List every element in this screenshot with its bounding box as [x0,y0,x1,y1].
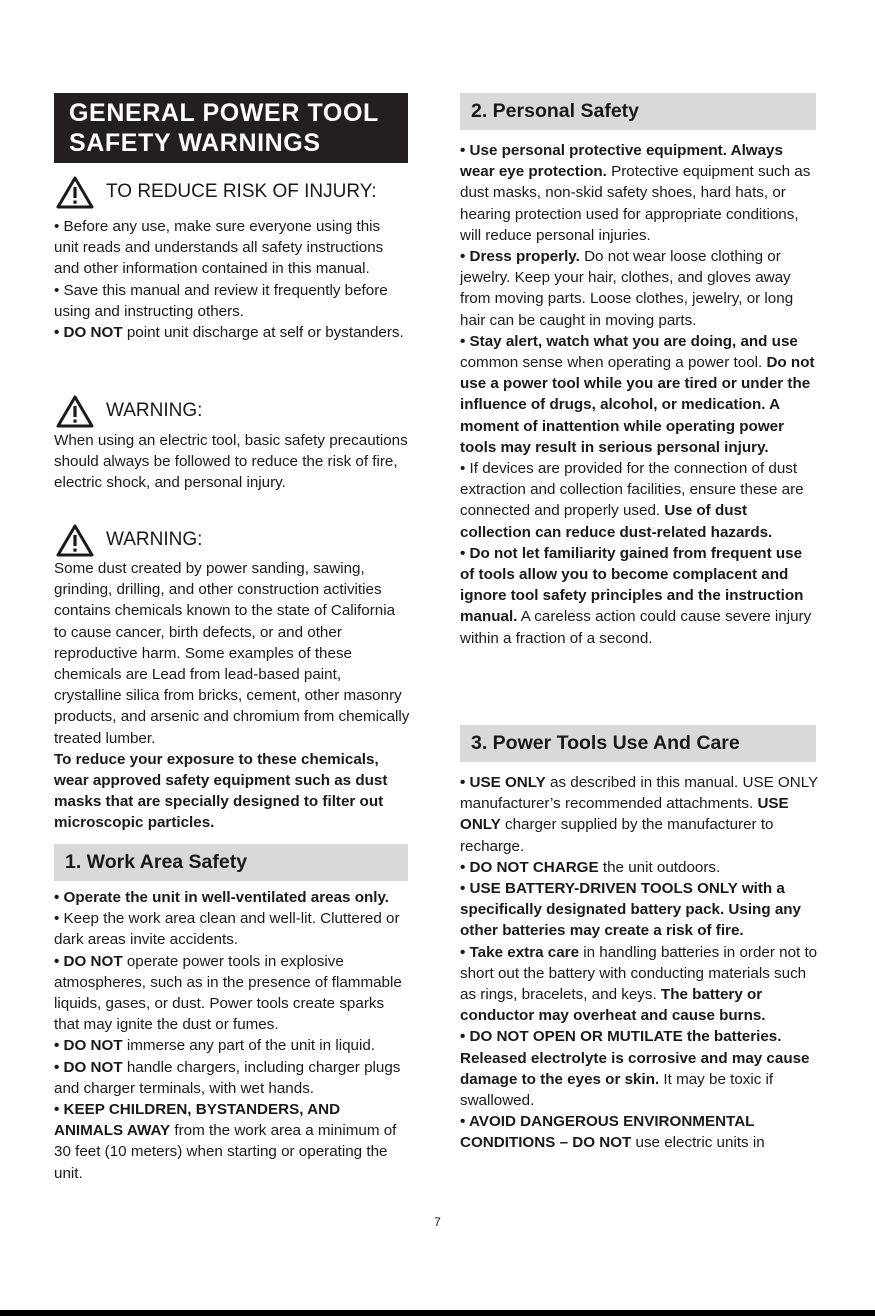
s3-item-1-bold: • USE ONLY [460,774,546,791]
warning-2-heading: WARNING: [106,529,203,550]
section-1-list [54,887,410,1184]
s2-item-3-bold-2: Do not use a power tool while you are tired or under the influence of drugs, alcohol, or medication. A moment of inattention while operating power tools may result in serious personal injury. [460,354,815,456]
s2-item-3-bold: • Stay alert, watch what you are doing, and use [460,332,798,350]
s3-item-1-text-2: charger supplied by the manufacturer to recharge. [460,816,774,855]
main-title-line-1: GENERAL POWER TOOL [69,99,379,127]
s3-item-3: • USE BATTERY-DRIVEN TOOLS ONLY with a specifically designated battery pack. Using any other batteries may create a risk of fire. [460,880,801,940]
risk-item-3-text: point unit discharge at self or bystanders. [122,324,404,342]
s1-item-4 [54,1035,410,1056]
main-title [54,93,408,163]
warning-triangle-icon [56,523,94,557]
s2-item-5-text: A careless action could cause severe injury within a fraction of a second. [460,608,812,647]
page-number: 7 [434,1215,441,1229]
risk-heading-row [56,175,377,209]
s1-item-6 [54,1099,410,1184]
s3-item-4-text: in handling batteries in order not to short out the battery with conducting materials such as rings, bracelets, and keys. [460,943,818,1004]
section-1-title: 1. Work Area Safety [65,851,248,873]
bottom-rule [0,1310,875,1316]
s1-item-5-bold: • DO NOT [54,1058,123,1076]
s3-item-6-text: use electric units in [631,1134,765,1152]
s1-item-3-bold: • DO NOT [54,952,123,970]
section-2-list [460,140,818,649]
s3-item-1-text: as described in this manual. USE ONLY manufacturer’s recommended attachments. [460,774,818,813]
warning-triangle-icon [56,394,94,428]
section-2-title: 2. Personal Safety [471,100,639,122]
s1-item-4-bold: • DO NOT [54,1037,123,1055]
s2-item-5 [460,543,818,649]
section-3-title: 3. Power Tools Use And Care [471,732,740,754]
s3-item-4-bold: • Take extra care [460,943,580,961]
s2-item-5-bold: • Do not let familiarity gained from frequent use of tools allow you to become complacent and ignore tool safety principles and the instruction manual. [460,544,804,626]
s1-item-5 [54,1057,410,1099]
s3-item-6-bold: • AVOID DANGEROUS ENVIRONMENTAL CONDITIONS – DO NOT [460,1113,755,1152]
s2-item-1 [460,140,818,246]
s3-item-4-bold-2: The battery or conductor may overheat and cause burns. [460,986,766,1025]
warning-1-heading: WARNING: [106,400,203,421]
section-3-header [460,725,816,762]
s2-item-1-bold: • Use personal protective equipment. Always wear eye protection. [460,142,783,181]
s3-item-5 [460,1026,818,1111]
risk-item-1: • Before any use, make sure everyone using this unit reads and understands all safety instructions and other information contained in this manual. [54,218,384,278]
s3-item-2 [460,857,818,878]
s1-item-6-text: from the work area a minimum of 30 feet (10 meters) when starting or operating the unit. [54,1122,397,1182]
s1-item-2: • Keep the work area clean and well-lit. Cluttered or dark areas invite accidents. [54,910,400,949]
section-2-header [460,93,816,130]
s2-item-3 [460,331,818,458]
s3-item-2-bold: • DO NOT CHARGE [460,858,599,876]
warning-2-heading-row [56,523,202,557]
s2-item-3-text: common sense when operating a power tool. [460,354,767,372]
s1-item-4-text: immerse any part of the unit in liquid. [122,1037,376,1055]
warning-2-text: Some dust created by power sanding, sawing, grinding, drilling, and other construction activities contains chemicals known to the state of California to cause cancer, birth defects, or and other reproductive harm. Some examples of these chemicals are Lead from lead-based paint, crystalline silica from bricks, cement, other masonry products, and arsenic and chromium from chemically treated lumber. [54,560,410,747]
s2-item-2-text: Do not wear loose clothing or jewelry. Keep your hair, clothes, and gloves away from moving parts. Loose clothes, jewelry, or long hair can be caught in moving parts. [460,248,794,329]
s2-item-4-bold: Use of dust collection can reduce dust-related hazards. [460,502,773,541]
section-1-header [54,844,408,881]
main-title-line-2: SAFETY WARNINGS [69,129,321,157]
risk-item-3 [54,322,408,343]
risk-list [54,216,408,343]
s1-item-1: • Operate the unit in well-ventilated areas only. [54,889,390,906]
s3-item-5-bold: • DO NOT OPEN OR MUTILATE the batteries. Released electrolyte is corrosive and may cause damage to the eyes or skin. [460,1028,810,1088]
warning-2-block [54,558,410,834]
s3-item-6 [460,1111,818,1153]
risk-heading: TO REDUCE RISK OF INJURY: [106,181,377,202]
do-not-label: • DO NOT [54,324,123,342]
s2-item-4-text: • If devices are provided for the connection of dust extraction and collection facilities, ensure these are connected and properly used. [460,460,804,520]
warning-1-block [54,430,408,494]
warning-triangle-icon [56,175,94,209]
s3-item-1 [460,772,818,857]
s3-item-2-text: the unit outdoors. [598,858,721,876]
warning-2-bold: To reduce your exposure to these chemicals, wear approved safety equipment such as dust masks that are specially designed to filter out microscopic particles. [54,750,388,832]
warning-1-text: When using an electric tool, basic safety precautions should always be followed to reduce the risk of fire, electric shock, and personal injury. [54,432,408,492]
section-3-list [460,772,818,1154]
s1-item-3 [54,951,410,1036]
s1-item-6-bold: • KEEP CHILDREN, BYSTANDERS, AND ANIMALS AWAY [54,1101,341,1140]
s1-item-5-text: handle chargers, including charger plugs and charger terminals, with wet hands. [54,1058,401,1097]
s2-item-4 [460,458,818,543]
s3-item-4 [460,942,818,1027]
s2-item-1-text: Protective equipment such as dust masks, non-skid safety shoes, hard hats, or hearing protection used for appropriate conditions, will reduce personal injuries. [460,163,811,244]
s2-item-2-bold: • Dress properly. [460,248,580,266]
s3-item-5-text: It may be toxic if swallowed. [460,1070,774,1110]
s1-item-3-text: operate power tools in explosive atmospheres, such as in the presence of flammable liquids, gases, or dust. Power tools create sparks that may ignite the dust or fumes. [54,952,402,1034]
s2-item-2 [460,246,818,331]
risk-item-2: • Save this manual and review it frequently before using and instructing others. [54,281,388,320]
warning-1-heading-row [56,394,202,428]
s3-item-1-bold-2: USE ONLY [460,795,789,834]
